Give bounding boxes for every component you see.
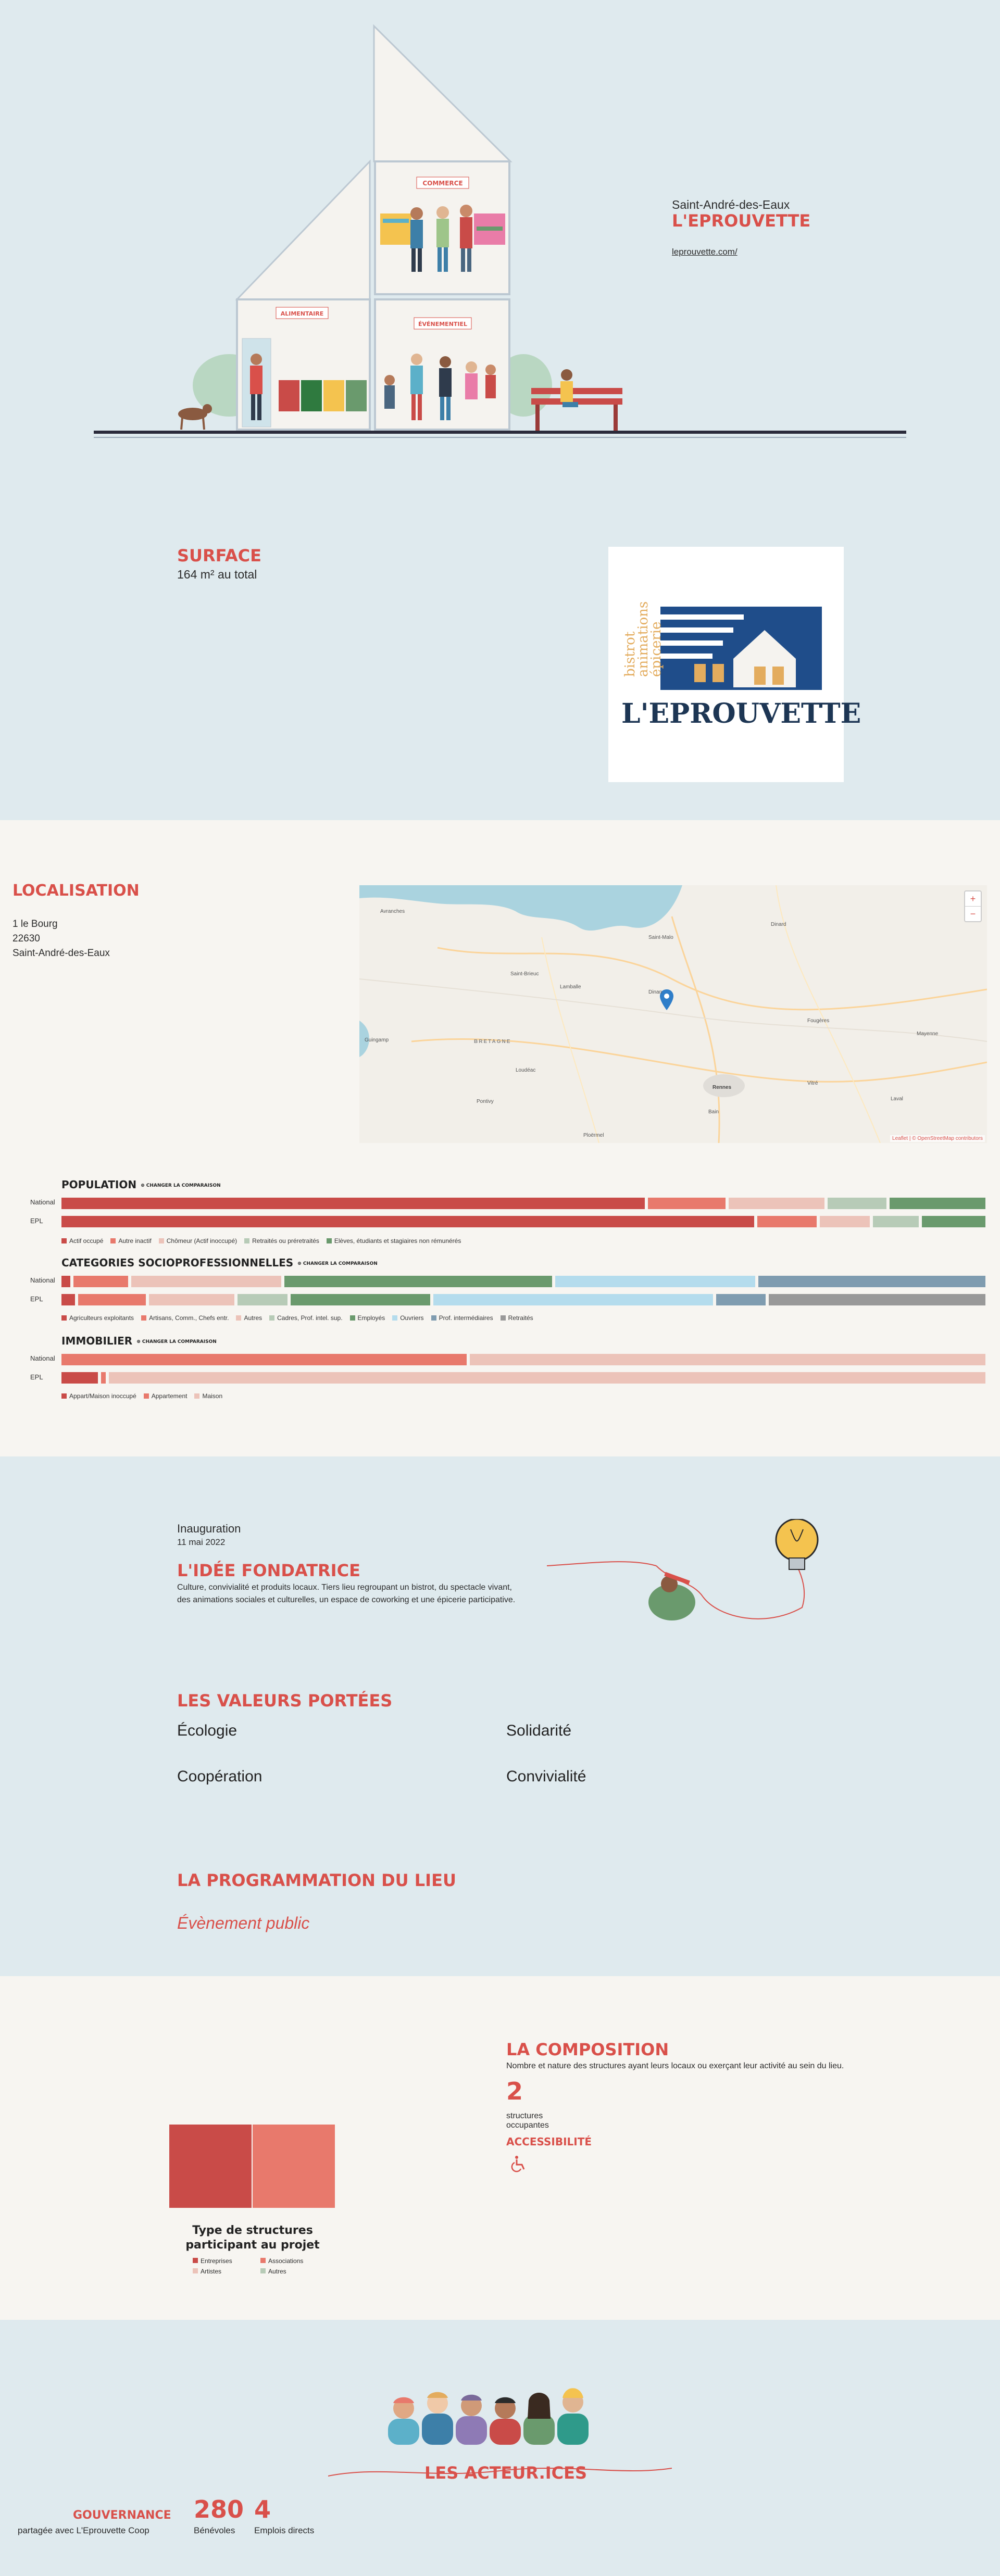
- svg-text:ÉVÉNEMENTIEL: ÉVÉNEMENTIEL: [418, 321, 468, 328]
- address-line: 1 le Bourg: [12, 919, 58, 929]
- immobilier-legend: [61, 1392, 230, 1401]
- svg-text:bistrot: bistrot: [622, 631, 638, 677]
- legend-item: [194, 1392, 222, 1400]
- map-place: Vitré: [807, 1080, 818, 1086]
- legend-label: Elèves, étudiants et stagiaires non rémunérés: [334, 1237, 461, 1245]
- legend-label: Actif occupé: [69, 1237, 104, 1245]
- localisation-section: [0, 820, 1000, 1456]
- bar-segment: [758, 1276, 985, 1287]
- map-tiles: [359, 885, 987, 1143]
- zoom-control: [964, 890, 982, 922]
- legend-label: Ouvriers: [400, 1314, 424, 1322]
- bar-segment: [769, 1294, 985, 1305]
- zoom-out-button[interactable]: −: [970, 909, 976, 919]
- hero-city: Saint-André-des-Eaux: [672, 198, 790, 211]
- legend-item: [431, 1314, 493, 1322]
- legend-label: Cadres, Prof. intel. sup.: [277, 1314, 343, 1322]
- legend-item: [61, 1314, 134, 1322]
- composition-title: LA COMPOSITION: [506, 2040, 669, 2059]
- gouvernance-text: partagée avec L'Eprouvette Coop: [18, 2525, 149, 2535]
- immobilier-bar-local: [61, 1372, 989, 1384]
- legend-item: [392, 1314, 423, 1322]
- treemap-cell-entreprises: [169, 2125, 252, 2208]
- inauguration-label: Inauguration: [177, 1522, 241, 1535]
- bar-segment: [890, 1198, 985, 1209]
- programmation-item: Évènement public: [177, 1914, 310, 1932]
- legend-label: Prof. intermédiaires: [439, 1314, 493, 1322]
- population-title-text: POPULATION: [61, 1178, 137, 1191]
- map-place: Fougères: [807, 1018, 830, 1024]
- legend-item: [327, 1237, 461, 1245]
- bar-segment: [131, 1276, 281, 1287]
- map-place: Ploërmel: [583, 1133, 604, 1138]
- map-place: Loudéac: [516, 1067, 536, 1073]
- map-place: Pontivy: [477, 1099, 494, 1104]
- bar-segment: [873, 1216, 919, 1227]
- hero-section: [0, 0, 1000, 526]
- population-bar-national: [61, 1198, 989, 1209]
- treemap-cell-associations: [253, 2125, 335, 2208]
- surface-section: [0, 526, 1000, 820]
- legend-label: Appart/Maison inoccupé: [69, 1392, 136, 1400]
- immobilier-bar-national: [61, 1354, 989, 1365]
- benevoles-label: Bénévoles: [194, 2525, 235, 2535]
- bar-segment: [61, 1294, 75, 1305]
- row-label-national: National: [30, 1198, 55, 1206]
- wheelchair-icon: [510, 2155, 528, 2172]
- bar-segment: [757, 1216, 817, 1227]
- logo-wordmark: L'EPROUVETTE: [621, 698, 861, 730]
- legend-item: [260, 2268, 318, 2276]
- people-illustration: [383, 2382, 622, 2445]
- bar-segment: [61, 1216, 754, 1227]
- bar-segment: [648, 1198, 726, 1209]
- svg-text:ALIMENTAIRE: ALIMENTAIRE: [280, 310, 324, 317]
- bar-segment: [828, 1198, 887, 1209]
- legend-label: Autre inactif: [118, 1237, 152, 1245]
- bar-segment: [433, 1294, 713, 1305]
- csp-title: [61, 1256, 378, 1269]
- immobilier-title-text: IMMOBILIER: [61, 1335, 133, 1347]
- svg-text:épicerie: épicerie: [648, 621, 664, 677]
- legend-label: Retraités ou préretraités: [252, 1237, 319, 1245]
- logo-card: [608, 547, 861, 782]
- legend-label: Entreprises: [201, 2257, 232, 2265]
- address-city: Saint-André-des-Eaux: [12, 948, 110, 959]
- map-place: Bain: [708, 1109, 719, 1115]
- accessibility-title: ACCESSIBILITÉ: [506, 2135, 592, 2148]
- legend-label: Autres: [244, 1314, 262, 1322]
- svg-text:COMMERCE: COMMERCE: [422, 180, 463, 187]
- legend-item: [141, 1314, 229, 1322]
- population-bar-local: [61, 1216, 989, 1227]
- structures-count-label: [506, 2112, 549, 2130]
- building-illustration: [89, 21, 911, 448]
- chart-title-line-1: Type de structures: [192, 2224, 313, 2237]
- legend-item: [350, 1314, 385, 1322]
- gouvernance-title: GOUVERNANCE: [73, 2509, 171, 2522]
- row-label-national: National: [30, 1276, 55, 1284]
- valeur-item: Convivialité: [506, 1768, 586, 1785]
- idee-title: L'IDÉE FONDATRICE: [177, 1561, 360, 1580]
- structures-legend: [193, 2257, 318, 2276]
- legend-row-1: [193, 2257, 318, 2268]
- map-place: Mayenne: [917, 1031, 939, 1037]
- legend-item: [193, 2268, 221, 2276]
- valeur-item: Solidarité: [506, 1722, 572, 1739]
- bar-segment: [101, 1372, 106, 1384]
- legend-label: Associations: [268, 2257, 304, 2265]
- address-postcode: 22630: [12, 933, 40, 944]
- bar-segment: [149, 1294, 235, 1305]
- count-label-line-2: occupantes: [506, 2121, 549, 2130]
- legend-label: Artistes: [201, 2268, 222, 2275]
- programmation-title: LA PROGRAMMATION DU LIEU: [177, 1870, 456, 1890]
- population-legend: [61, 1237, 468, 1246]
- row-label-local: EPL: [30, 1217, 43, 1225]
- bar-segment: [729, 1198, 824, 1209]
- valeur-item: Coopération: [177, 1768, 262, 1785]
- bar-segment: [716, 1294, 766, 1305]
- inauguration-date: 11 mai 2022: [177, 1537, 226, 1547]
- emplois-label: Emplois directs: [254, 2525, 315, 2535]
- surface-title: SURFACE: [177, 546, 261, 566]
- idee-text: Culture, convivialité et produits locaux. Tiers lieu regroupant un bistrot, du spectacle vivant, des animations sociales et culturelles, un espace de coworking et une épicerie participative.: [177, 1583, 516, 1604]
- structures-count: 2: [506, 2077, 523, 2105]
- bar-segment: [78, 1294, 146, 1305]
- localisation-title: LOCALISATION: [12, 882, 140, 900]
- bar-segment: [820, 1216, 870, 1227]
- legend-label: Maison: [202, 1392, 223, 1400]
- map-place: Saint-Malo: [648, 935, 673, 940]
- change-comparison-button[interactable]: ⊕ CHANGER LA COMPARAISON: [136, 1339, 217, 1344]
- chart-title-line-2: participant au projet: [185, 2239, 320, 2252]
- bar-segment: [61, 1354, 467, 1365]
- bar-segment: [61, 1198, 645, 1209]
- legend-row-2: [193, 2268, 318, 2276]
- svg-text:animations: animations: [635, 601, 651, 677]
- bar-segment: [238, 1294, 287, 1305]
- composition-subtitle: Nombre et nature des structures ayant leurs locaux ou exerçant leur activité au sein du lieu.: [506, 2062, 844, 2070]
- row-label-local: EPL: [30, 1295, 43, 1303]
- map-place: Laval: [891, 1096, 903, 1102]
- bar-segment: [291, 1294, 430, 1305]
- surface-value: 164 m² au total: [177, 568, 257, 581]
- legend-item: [193, 2257, 232, 2268]
- legend-item: [269, 1314, 342, 1322]
- idee-section: [0, 1456, 1000, 1976]
- eprouvette-logo: [608, 547, 861, 782]
- bar-segment: [109, 1372, 985, 1384]
- legend-item: [144, 1392, 188, 1400]
- population-title: [61, 1178, 221, 1191]
- map-place: Dinan: [648, 989, 662, 995]
- map-place: BRETAGNE: [474, 1039, 511, 1045]
- count-label-line-1: structures: [506, 2112, 543, 2120]
- legend-item: [61, 1392, 136, 1400]
- csp-legend: [61, 1314, 541, 1323]
- acteurs-section: [0, 2320, 1000, 2576]
- valeur-item: Écologie: [177, 1722, 238, 1739]
- map-place: Rennes: [712, 1085, 732, 1090]
- emplois-value: 4: [254, 2495, 271, 2523]
- map-place: Lamballe: [560, 984, 581, 990]
- immobilier-title: [61, 1335, 217, 1347]
- acteurs-title: LES ACTEUR.ICES: [424, 2463, 588, 2483]
- map-place: Dinard: [771, 922, 786, 927]
- bar-segment: [284, 1276, 552, 1287]
- map-place: Avranches: [380, 909, 405, 914]
- legend-item: [236, 1314, 262, 1322]
- legend-item: [260, 2257, 318, 2268]
- legend-label: Retraités: [508, 1314, 533, 1322]
- lightbulb-illustration: [547, 1519, 833, 1639]
- bar-segment: [61, 1276, 70, 1287]
- legend-item: [110, 1237, 151, 1245]
- row-label-national: National: [30, 1354, 55, 1362]
- structures-treemap: [169, 2125, 336, 2208]
- valeurs-title: LES VALEURS PORTÉES: [177, 1691, 393, 1711]
- csp-bar-national: [61, 1276, 989, 1287]
- legend-label: Agriculteurs exploitants: [69, 1314, 134, 1322]
- legend-label: Employés: [357, 1314, 385, 1322]
- legend-item: [501, 1314, 533, 1322]
- map[interactable]: [359, 885, 987, 1143]
- map-place: Saint-Brieuc: [510, 971, 539, 977]
- csp-bar-local: [61, 1294, 989, 1305]
- legend-label: Autres: [268, 2268, 286, 2275]
- hero-website-link[interactable]: leprouvette.com/: [672, 247, 738, 257]
- csp-title-text: CATEGORIES SOCIOPROFESSIONNELLES: [61, 1256, 294, 1269]
- change-comparison-button[interactable]: ⊕ CHANGER LA COMPARAISON: [141, 1183, 221, 1188]
- row-label-local: EPL: [30, 1373, 43, 1381]
- zoom-in-button[interactable]: +: [965, 891, 981, 907]
- legend-label: Chômeur (Actif inoccupé): [166, 1237, 238, 1245]
- map-place: Guingamp: [365, 1037, 389, 1043]
- bar-segment: [922, 1216, 986, 1227]
- bar-segment: [555, 1276, 755, 1287]
- structures-chart-title: [169, 2223, 336, 2253]
- benevoles-value: 280: [194, 2495, 244, 2523]
- bar-segment: [61, 1372, 98, 1384]
- legend-label: Artisans, Comm., Chefs entr.: [149, 1314, 229, 1322]
- legend-item: [61, 1237, 103, 1245]
- change-comparison-button[interactable]: ⊕ CHANGER LA COMPARAISON: [297, 1261, 378, 1266]
- legend-label: Appartement: [151, 1392, 188, 1400]
- composition-section: [0, 1976, 1000, 2320]
- bar-segment: [73, 1276, 128, 1287]
- legend-item: [244, 1237, 319, 1245]
- legend-item: [159, 1237, 237, 1245]
- bar-segment: [470, 1354, 985, 1365]
- map-attribution[interactable]: Leaflet | © OpenStreetMap contributors: [890, 1135, 985, 1142]
- hero-name: L'EPROUVETTE: [672, 211, 811, 231]
- address: [12, 917, 110, 961]
